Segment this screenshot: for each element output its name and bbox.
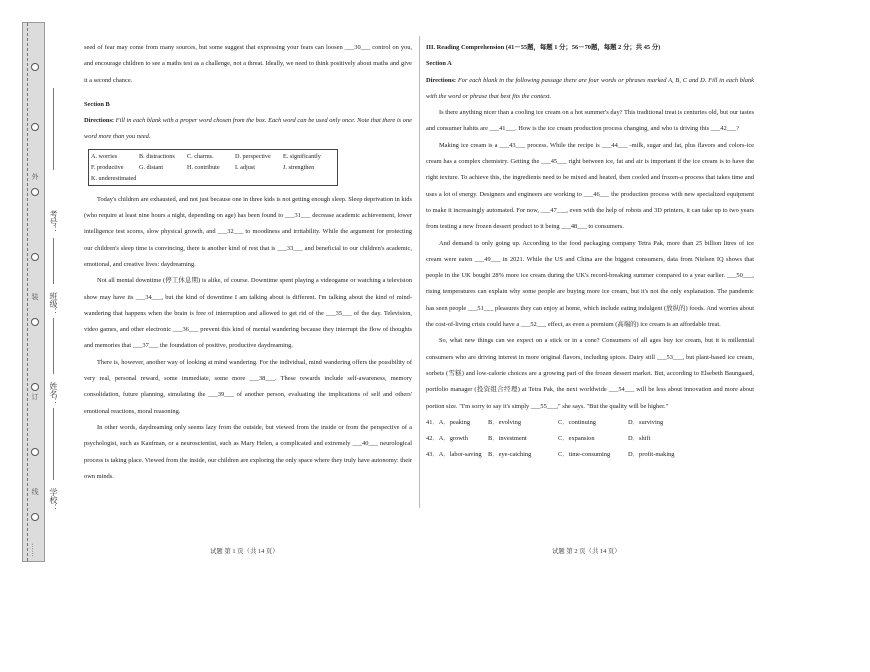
option: 41．A．peaking xyxy=(426,418,471,426)
passage-paragraph: In other words, daydreaming only seems lazy from the outside, but viewed from the inside or from the perspective of a psychologist, such as Kaufman, or a neuroscientist, such as Mary Helen, a complicated and extremely ___40___ neurological process is taking place. Viewed from the inside, our children are exploring the only space where they truly have autonomy: their own minds. xyxy=(84,423,412,480)
hole-mark xyxy=(31,318,39,326)
section-a-directions: Directions: For each blank in the following passage there are four words or phrases marked A, B, C and D. Fill in each blank with the word or phrase that best fits the context. xyxy=(426,76,754,100)
option: D．profit-making xyxy=(628,451,675,459)
intro-paragraph: seed of fear may come from many sources, but some suggest that expressing your fears can loosen ___30___ control on you, and encourage children to see a maths test as a challenge, not a threat. Ideally, we need to think positively about maths and give it a second chance. xyxy=(84,44,412,84)
option: C．time-consuming xyxy=(558,451,611,459)
hole-mark xyxy=(31,383,39,391)
word-option: G. distant xyxy=(139,163,164,171)
hole-mark xyxy=(31,63,39,71)
exam-id-label: 考号： xyxy=(49,210,58,234)
option: C．continuing xyxy=(558,418,596,426)
option: D．shift xyxy=(628,435,651,443)
binding-mark: 装 xyxy=(31,293,39,300)
section-b-directions: Directions: Fill in each blank with a proper word chosen from the box. Each word can be used only once. Note that there is one word more than you need. xyxy=(84,117,412,141)
binding-mark: 线 xyxy=(31,488,39,495)
binding-mark: 订 xyxy=(31,393,39,400)
word-option: K. underestimated xyxy=(91,174,137,182)
word-option: B. distractions xyxy=(139,152,175,160)
option: 42．A．growth xyxy=(426,435,468,443)
option: 43．A．labor-saving xyxy=(426,451,482,459)
option: C．expansion xyxy=(558,435,595,443)
passage-paragraph: And demand is only going up. According to the food packaging company Tetra Pak, more than 25 billion litres of ice cream were eaten ___49___ in 2021. While the US and China are the biggest consumers, data from Nielsen IQ shows that people in the UK bought 28% more ice cream during the UK's record-breaking summer compared to a year earlier. ___50___, rising temperatures can explain why some people are buying more ice cream, but it's not the only explanation. The pandemic has seen people ___51___ pleasures they can enjoy at home, which include eating indulgent (放纵的) foods. And worries about the cost-of-living crisis could have a ___52___ effect, as even a premium (高端的) ice cream is an affordable treat. xyxy=(426,239,754,329)
column-divider xyxy=(419,36,420,508)
word-box xyxy=(88,149,338,186)
passage-paragraph: Is there anything nicer than a cooling ice cream on a hot summer's day? This traditional treat is centuries old, but our tastes and consumer habits are ___41___. How is the ice cream production process changing, and who is driving this ___42___? xyxy=(426,109,754,133)
option: D．surviving xyxy=(628,418,664,426)
class-label: 班级： xyxy=(49,292,58,316)
binding-mark: 外 xyxy=(31,173,39,180)
passage-paragraph: There is, however, another way of looking at mind wandering. For the individual, mind wandering offers the possibility of very real, personal reward, some immediate, some more ___38___. These rewards include self-awareness, memory consolidation, future planning, simulating the ___39___ of another person, evaluating the implications of self and others' emotional reactions, moral reasoning. xyxy=(84,358,412,415)
option: B．eye-catching xyxy=(488,451,532,459)
word-option: A. worries xyxy=(91,152,118,160)
section-a-title: Section A xyxy=(426,60,452,68)
question-41 xyxy=(426,415,754,431)
name-label: 姓名： xyxy=(49,382,58,406)
word-option: I. adjust xyxy=(235,163,255,171)
student-info xyxy=(48,60,62,560)
word-option: D. perspective xyxy=(235,152,271,160)
hole-mark xyxy=(31,448,39,456)
question-42 xyxy=(426,431,754,447)
right-column xyxy=(426,40,754,464)
word-option: J. strengthen xyxy=(283,163,315,171)
word-option: C. charms. xyxy=(187,152,214,160)
hole-mark xyxy=(31,123,39,131)
left-column xyxy=(84,40,412,485)
binding-margin xyxy=(22,22,45,562)
page-footer-left: 试题 第 1 页（共 14 页） xyxy=(210,548,279,555)
hole-mark xyxy=(31,253,39,261)
word-option: F. productive xyxy=(91,163,124,171)
section-b-title: Section B xyxy=(84,100,110,108)
word-option: H. contribute xyxy=(187,163,220,171)
passage-paragraph: Today's children are exhausted, and not just because one in three kids is not getting enough sleep. Sleep deprivation in kids (who require at least nine hours a night, depending on age) has been found to ___31___ decrease academic achievement, lower intelligence test scores, slow physical growth, and ___32___ to moodiness and irritability. While the argument for protecting our children's sleep time is convincing, there is another kind of rest that is ___33___ and beneficial to our children's academic, emotional, and creative lives: daydreaming. xyxy=(84,195,412,268)
passage-paragraph: Making ice cream is a ___43___ process. While the recipe is ___44___ -milk, sugar and fat, plus flavors and colors-ice cream has a complex chemistry. Getting the ___45___ right between ice, fat and air is important if the ice cream is to have the right texture. To achieve this, the ingredients need to be mixed and heated, then cooled and frozen-a process that takes time and uses a lot of energy. Designers and engineers are working to ___46___ the production process with new specialized equipment to make it increasingly automated. For now, ___47___, even with the help of robots and 3D printers, it can take up to two years from testing a new frozen dessert product to it being ___48___ to consumers. xyxy=(426,141,754,231)
option: B．investment xyxy=(488,435,527,443)
reading-heading: III. Reading Comprehension (41－55题，每题 1 分；56－70题，每题 2 分；共 45 分) xyxy=(426,44,661,51)
binding-mark: …… xyxy=(30,543,38,557)
option: B．evolving xyxy=(488,418,522,426)
question-43 xyxy=(426,447,754,463)
passage-paragraph: Not all mental downtime (停工休息期) is alike, of course. Downtime spent playing a videogame or watching a television show may have its ___34___, but the kind of downtime I am talking about is different. I'm talking about the kind of mind-wandering that happens when the brain is free of interruption and allowed to get rid of the ___35___ of the day. Television, video games, and other electronic ___36___ prevent this kind of mental wandering because they interrupt the flow of thoughts and memories that ___37___ the foundation of positive, productive daydreaming. xyxy=(84,277,412,350)
cut-line xyxy=(27,23,28,561)
hole-mark xyxy=(31,188,39,196)
word-option: E. significantly xyxy=(283,152,321,160)
hole-mark xyxy=(31,513,39,521)
page-footer-right: 试题 第 2 页（共 14 页） xyxy=(552,548,621,555)
passage-paragraph: So, what new things can we expect on a stick or in a cone? Consumers of all ages buy ice cream, but it is millennial consumers who are driving interest in more original flavors, including spices. Dairy still ___53___, but plant-based ice cream, sorbets (雪糕) and low-calorie choices are a growing part of the frozen dessert market. But, according to Elsebeth Baungaard, portfolio manager (投资组合经理) at Tetra Pak, the next worldwide ___54___ will be less about innovation and more about portion size. "I'm sorry to say it's simply ___55___," she says. "But the quality will be higher." xyxy=(426,337,754,410)
school-label: 学校： xyxy=(49,488,58,512)
